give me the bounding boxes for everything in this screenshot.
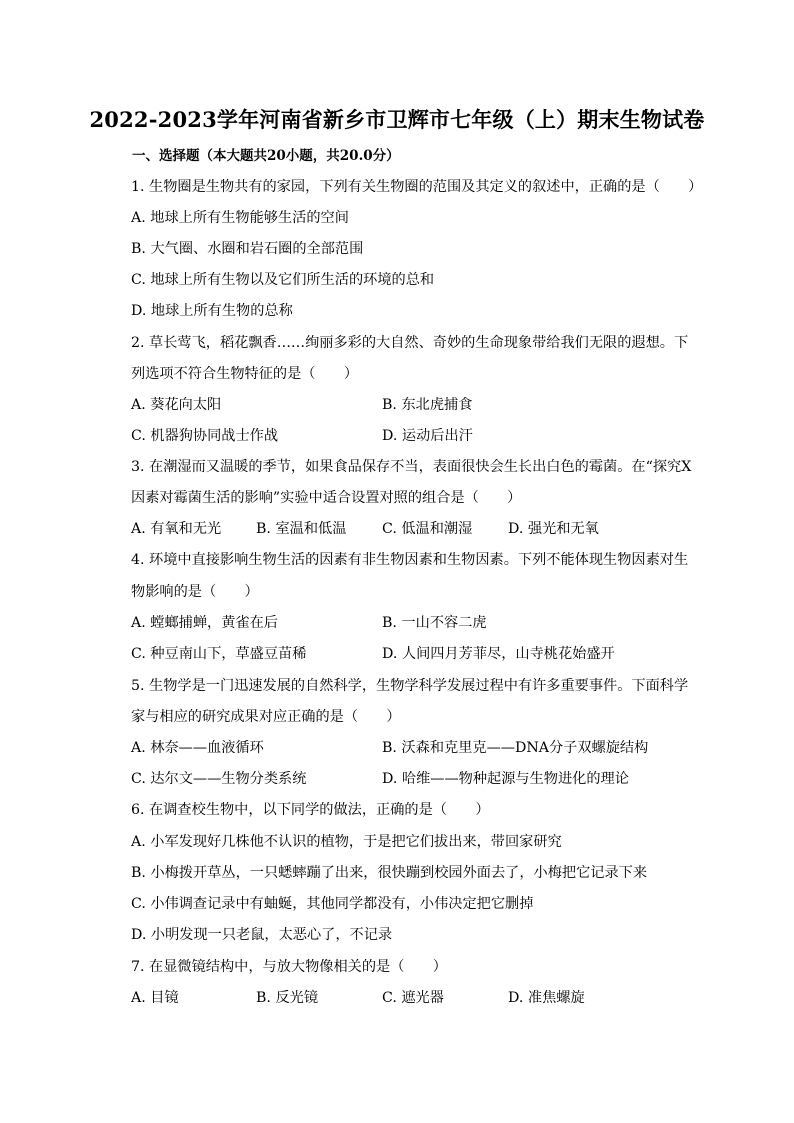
question-2-stem-line-2: 列选项不符合生物特征的是（ ） (131, 366, 359, 382)
question-4-option-d: D. 人间四月芳菲尽，山寺桃花始盛开 (382, 646, 615, 662)
question-3-stem-line-2: 因素对霉菌生活的影响”实验中适合设置对照的组合是（ ） (131, 490, 522, 506)
question-5-option-c: C. 达尔文——生物分类系统 (131, 771, 307, 787)
question-6-option-d: D. 小明发现一只老鼠，太恶心了，不记录 (131, 927, 393, 943)
question-7-option-a: A. 目镜 (131, 990, 179, 1006)
question-5-stem-line-1: 5. 生物学是一门迅速发展的自然科学，生物学科学发展过程中有许多重要事件。下面科学 (131, 678, 689, 694)
question-1-option-b: B. 大气圈、水圈和岩石圈的全部范围 (131, 241, 364, 257)
question-6-option-b: B. 小梅拨开草丛，一只蟋蟀蹦了出来，很快蹦到校园外面去了，小梅把它记录下来 (131, 865, 648, 881)
question-5-option-b: B. 沃森和克里克——DNA分子双螺旋结构 (382, 740, 649, 756)
question-1-option-c: C. 地球上所有生物以及它们所生活的环境的总和 (131, 272, 435, 288)
page-title: 2022-2023学年河南省新乡市卫辉市七年级（上）期末生物试卷 (89, 107, 705, 132)
question-3-stem-line-1: 3. 在潮湿而又温暖的季节，如果食品保存不当，表面很快会生长出白色的霉菌。在“探究X (131, 459, 692, 475)
question-2-option-d: D. 运动后出汗 (382, 428, 473, 444)
question-7-option-c: C. 遮光器 (382, 990, 444, 1006)
question-5-stem-line-2: 家与相应的研究成果对应正确的是（ ） (131, 709, 401, 725)
question-2-option-a: A. 葵花向太阳 (131, 397, 222, 413)
question-3-option-d: D. 强光和无氧 (508, 521, 599, 537)
question-1-stem: 1. 生物圈是生物共有的家园，下列有关生物圈的范围及其定义的叙述中，正确的是（ ） (131, 179, 703, 195)
question-2-option-b: B. 东北虎捕食 (382, 397, 473, 413)
question-3-option-c: C. 低温和潮湿 (382, 521, 473, 537)
question-6-option-c: C. 小伟调查记录中有蚰蜒，其他同学都没有，小伟决定把它删掉 (131, 896, 534, 912)
question-1-option-a: A. 地球上所有生物能够生活的空间 (131, 210, 349, 226)
question-7-option-b: B. 反光镜 (256, 990, 319, 1006)
question-5-option-a: A. 林奈——血液循环 (131, 740, 264, 756)
question-3-option-b: B. 室温和低温 (256, 521, 347, 537)
question-2-stem-line-1: 2. 草长莺飞，稻花飘香……绚丽多彩的大自然、奇妙的生命现象带给我们无限的遐想。下 (131, 335, 689, 351)
question-4-option-b: B. 一山不容二虎 (382, 615, 487, 631)
question-6-option-a: A. 小军发现好几株他不认识的植物，于是把它们拔出来，带回家研究 (131, 834, 562, 850)
question-3-option-a: A. 有氧和无光 (131, 521, 222, 537)
question-4-option-c: C. 种豆南山下，草盛豆苗稀 (131, 646, 307, 662)
section-heading: 一、选择题（本大题共20小题，共20.0分） (132, 148, 400, 164)
question-4-stem-line-2: 物影响的是（ ） (131, 584, 259, 600)
question-7-stem: 7. 在显微镜结构中，与放大物像相关的是（ ） (131, 959, 447, 975)
question-5-option-d: D. 哈维——物种起源与生物进化的理论 (382, 771, 629, 787)
question-6-stem: 6. 在调查校生物中，以下同学的做法，正确的是（ ） (131, 802, 490, 818)
question-7-option-d: D. 准焦螺旋 (508, 990, 585, 1006)
question-4-stem-line-1: 4. 环境中直接影响生物生活的因素有非生物因素和生物因素。下列不能体现生物因素对生 (131, 552, 689, 568)
question-1-option-d: D. 地球上所有生物的总称 (131, 303, 293, 319)
question-4-option-a: A. 螳螂捕蝉，黄雀在后 (131, 615, 278, 631)
question-2-option-c: C. 机器狗协同战士作战 (131, 428, 279, 444)
